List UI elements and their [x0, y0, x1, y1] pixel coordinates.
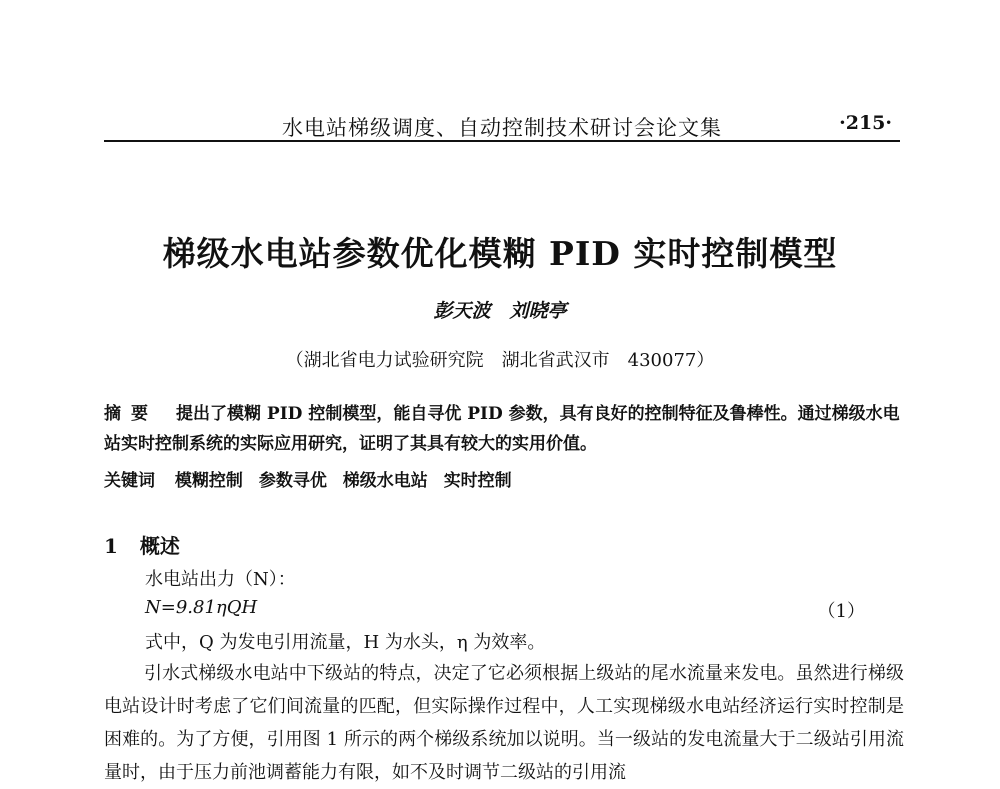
body-line: 水电站出力（N）： [145, 569, 296, 590]
section-title: 概述 [139, 534, 180, 558]
section-heading [104, 530, 180, 559]
keywords [104, 466, 904, 491]
keyword: 模糊控制 [174, 471, 243, 491]
abstract-label: 摘要 [104, 404, 158, 424]
keyword: 实时控制 [443, 471, 512, 491]
keyword: 参数寻优 [258, 471, 327, 491]
abstract [104, 399, 904, 459]
keywords-label: 关键词 [104, 471, 155, 491]
body-paragraph: 引水式梯级水电站中下级站的特点，决定了它必须根据上级站的尾水流量来发电。虽然进行梯级电站设计时考虑了它们间流量的匹配，但实际操作过程中，人工实现梯级水电站经济运行实时控制是困难的。为了方便，引用图 1 所示的两个梯级系统加以说明。当一级站的发电流量大于二级站引用流量时，由于压力前池调蓄能力有限，如不及时调节二级站的引用流 [104, 663, 904, 783]
keyword: 梯级水电站 [342, 471, 428, 491]
equation: N=9.81ηQH [145, 597, 258, 618]
equation-number: （1） [817, 601, 865, 622]
section-number: 1 [104, 534, 118, 558]
running-title: 水电站梯级调度、自动控制技术研讨会论文集 [282, 116, 722, 140]
affiliation: （湖北省电力试验研究院 湖北省武汉市 430077） [285, 350, 715, 371]
running-header [104, 108, 900, 142]
abstract-text: 提出了模糊 PID 控制模型，能自寻优 PID 参数，具有良好的控制特征及鲁棒性。通过梯级水电站实时控制系统的实际应用研究，证明了其具有较大的实用价值。 [104, 404, 900, 454]
paper-title: 梯级水电站参数优化模糊 PID 实时控制模型 [162, 234, 838, 273]
equation-row [145, 597, 865, 622]
page-number: ·215· [839, 112, 892, 134]
body-line: 式中，Q 为发电引用流量，H 为水头，η 为效率。 [145, 632, 546, 653]
authors: 彭天波 刘晓亭 [433, 300, 567, 322]
